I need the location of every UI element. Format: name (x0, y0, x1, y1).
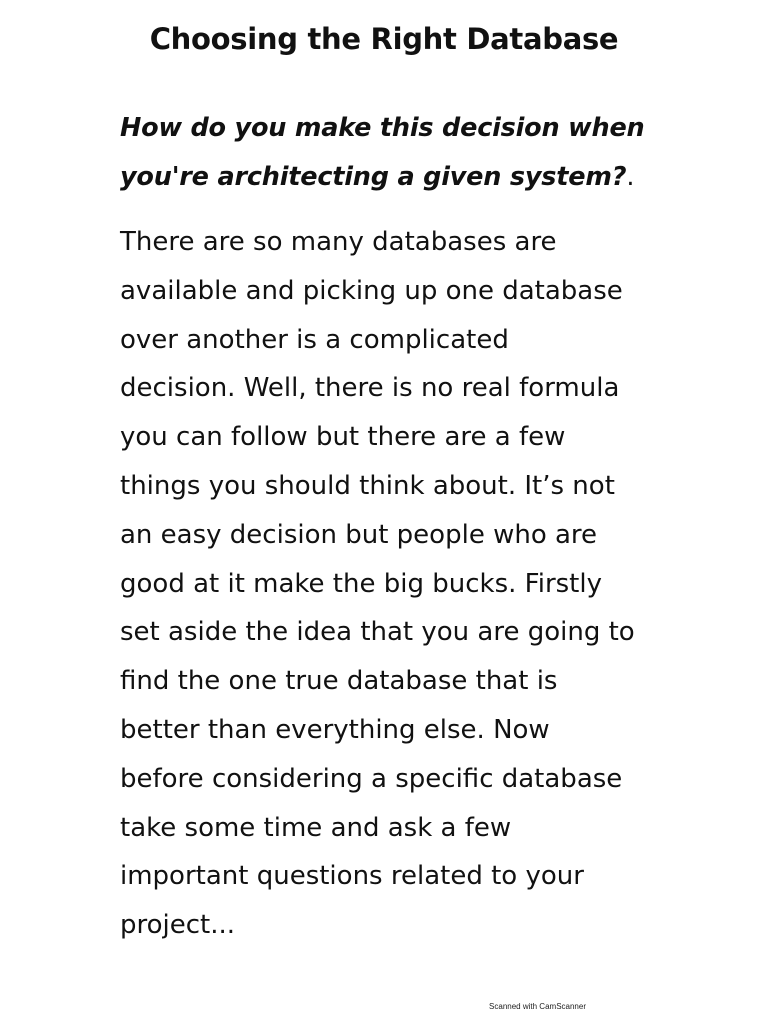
body-line: project... (120, 910, 236, 941)
body-line: good at it make the big bucks. Firstly (120, 568, 602, 599)
body-line: important questions related to your (120, 861, 584, 892)
body-line: better than everything else. Now (120, 714, 550, 745)
body-line: an easy decision but people who are (120, 519, 598, 550)
body-line: you can follow but there are a few (120, 422, 566, 453)
body-line: find the one true database that is (120, 666, 558, 697)
scanner-watermark: Scanned with CamScanner (489, 1002, 586, 1011)
question-line: you're architecting a given system? (120, 162, 627, 192)
question-period: . (626, 162, 635, 192)
body-line: take some time and ask a few (120, 812, 512, 843)
body-line: There are so many databases are (120, 227, 557, 257)
page-title: Choosing the Right Database (149, 22, 619, 56)
body-line: over another is a complicated (120, 324, 509, 355)
body-line: decision. Well, there is no real formula (120, 373, 620, 404)
question-line: How do you make this decision when (120, 113, 645, 143)
body-line: available and picking up one database (120, 275, 623, 306)
body-line: things you should think about. It’s not (120, 470, 615, 501)
question-paragraph (120, 104, 680, 202)
body-line: set aside the idea that you are going to (120, 617, 635, 648)
body-line: before considering a specific database (120, 763, 623, 794)
body-paragraph (120, 218, 680, 950)
